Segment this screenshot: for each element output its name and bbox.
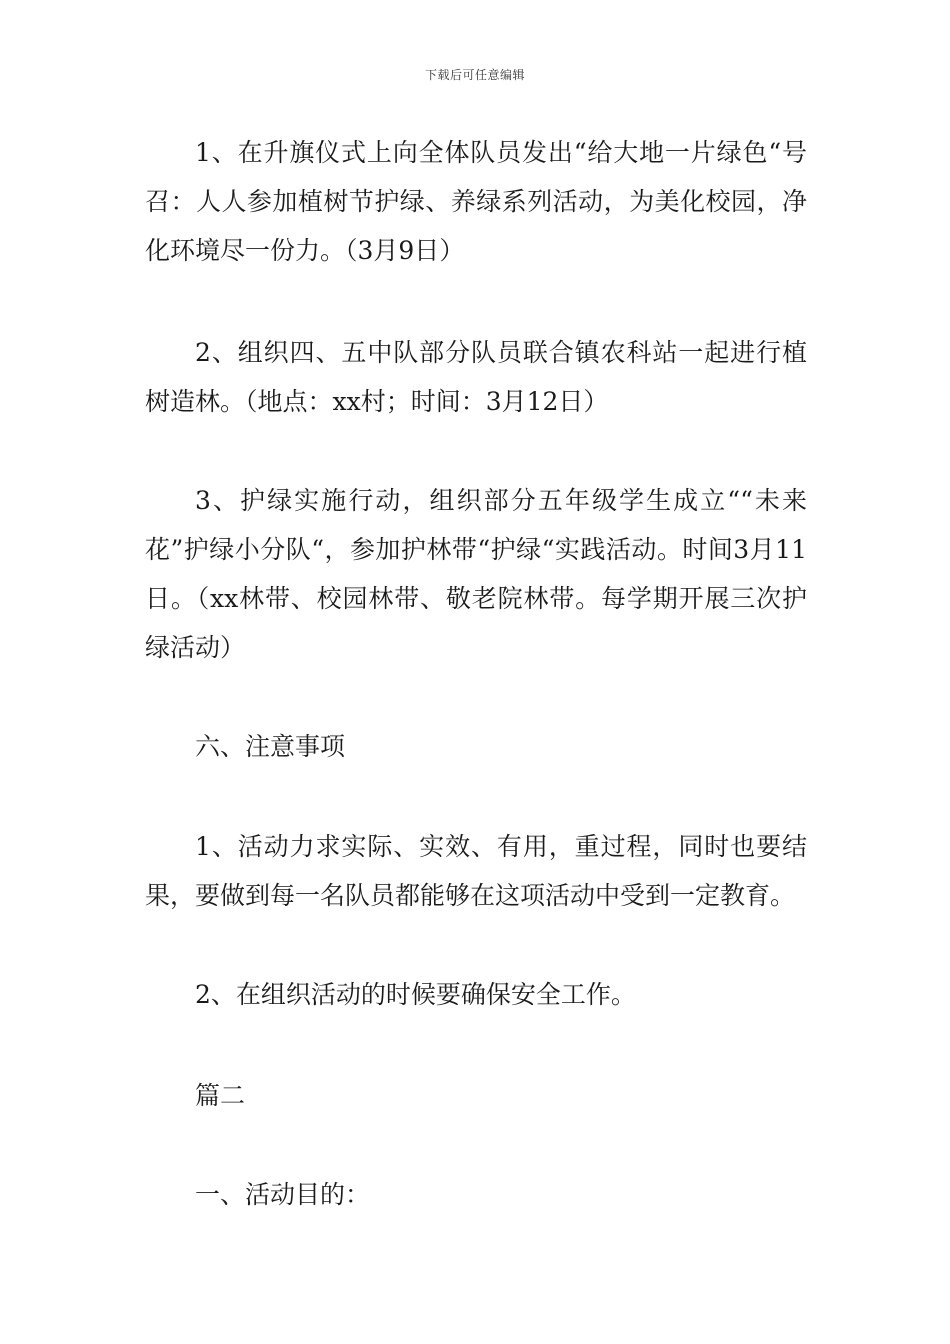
section-heading-purpose: 一、活动目的： [195,1180,371,1209]
paragraph-item-3: 3、护绿实施行动，组织部分五年级学生成立““未来花”护绿小分队“，参加护林带“护绿“实践活动。时间3月11日。（xx林带、校园林带、敬老院林带。每学期开展三次护绿活动） [145,486,807,662]
header-note: 下载后可任意编辑 [424,68,525,82]
paragraph-note-2: 2、在组织活动的时候要确保安全工作。 [195,980,636,1009]
section-heading-notes: 六、注意事项 [195,732,346,761]
part-heading: 篇二 [195,1081,246,1110]
paragraph-note-1: 1、活动力求实际、实效、有用，重过程，同时也要结果，要做到每一名队员都能够在这项活动中受到一定教育。 [145,832,807,910]
paragraph-item-2: 2、组织四、五中队部分队员联合镇农科站一起进行植树造林。（地点：xx村；时间：3月12日） [145,338,807,416]
paragraph-item-1: 1、在升旗仪式上向全体队员发出“给大地一片绿色“号召：人人参加植树节护绿、养绿系列活动，为美化校园，净化环境尽一份力。（3月9日） [145,138,807,265]
